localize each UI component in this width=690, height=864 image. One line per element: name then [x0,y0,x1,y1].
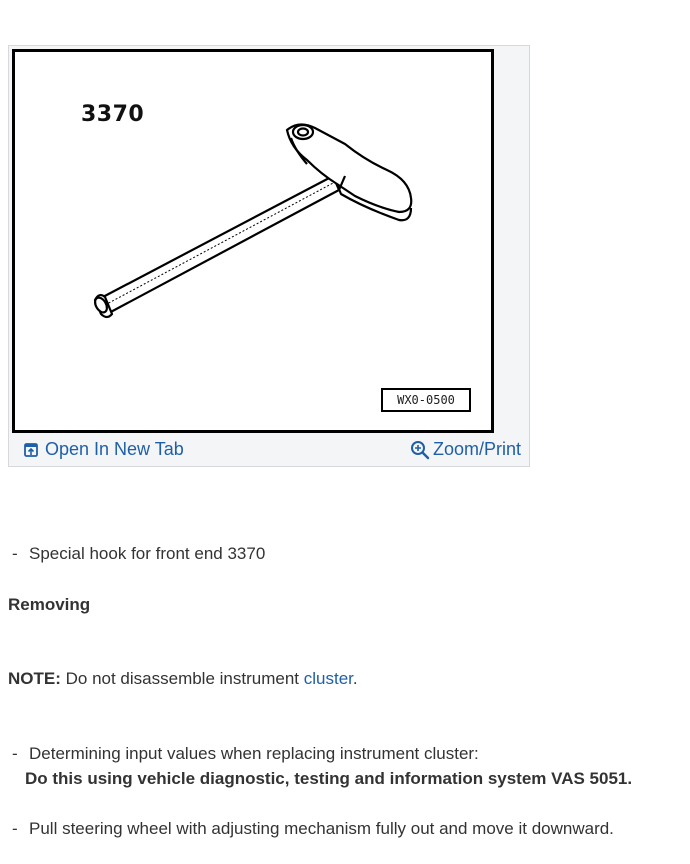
list-item-instruction-bold: Do this using vehicle diagnostic, testing and information system VAS 5051. [25,769,633,788]
note-label: NOTE: [8,669,61,688]
figure-container [8,45,530,467]
list-item-text: Special hook for front end 3370 [29,544,266,563]
zoom-in-icon [410,440,430,460]
note-end: . [352,669,358,688]
zoom-print-link[interactable] [410,439,521,460]
bullet-dash: - [12,544,18,563]
tool-illustration [12,49,494,433]
section-heading-removing: Removing [8,595,91,614]
list-item-pull-steering-wheel [8,819,614,839]
open-in-new-tab-icon [23,442,39,458]
list-item-input-values [8,744,479,764]
bullet-dash: - [12,744,18,763]
list-item-text: Pull steering wheel with adjusting mechanism fully out and move it downward. [29,819,614,838]
cluster-link[interactable]: cluster [303,669,353,688]
bullet-dash: - [12,819,18,838]
list-item-special-hook [8,544,265,564]
figure-reference-code: WX0-0500 [381,388,471,412]
open-in-new-tab-label: Open In New Tab [45,439,184,459]
zoom-print-label: Zoom/Print [432,439,521,459]
tool-number-label: 3370 [81,102,145,127]
note-paragraph [8,669,358,689]
note-text: Do not disassemble instrument [60,669,304,688]
list-item-text: Determining input values when replacing instrument cluster: [29,744,479,763]
open-in-new-tab-link[interactable] [23,439,184,460]
figure-toolbar [9,433,529,466]
